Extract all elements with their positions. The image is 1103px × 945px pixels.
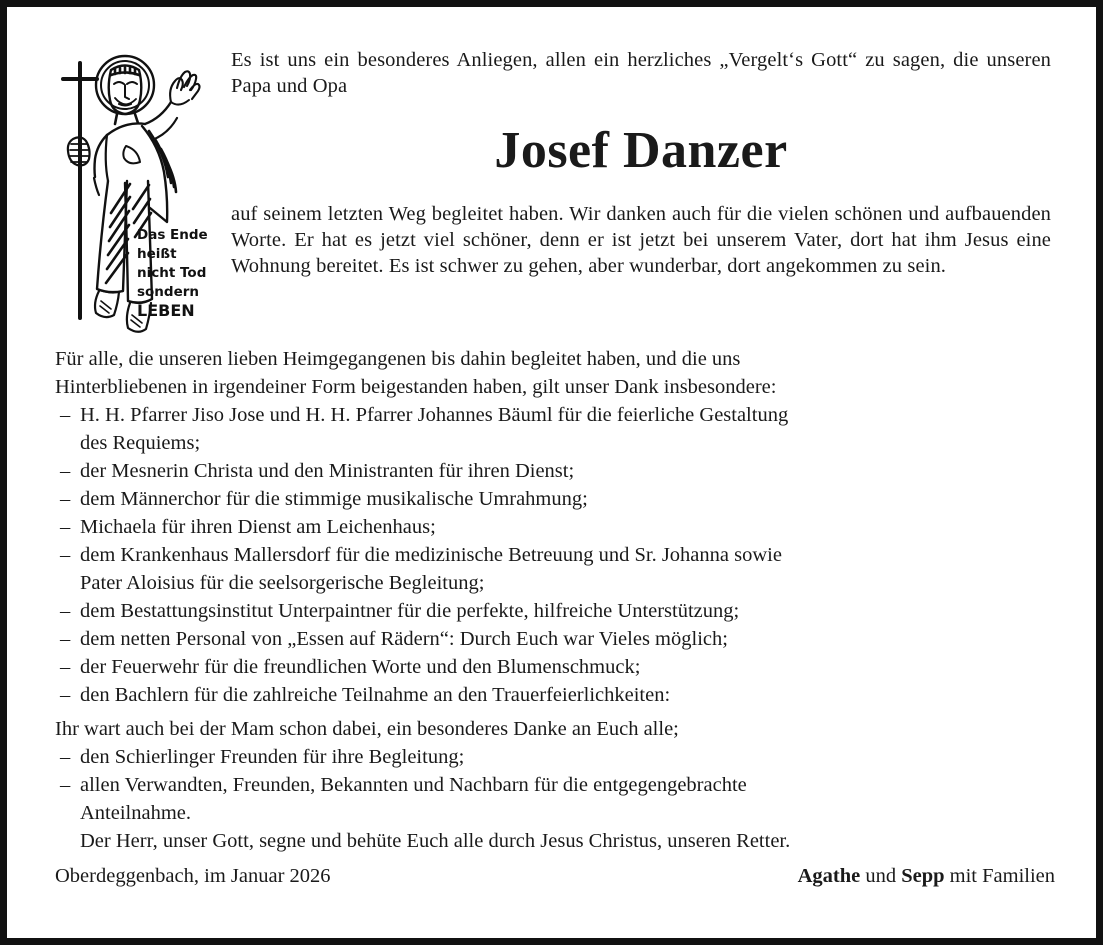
list-item <box>55 541 1055 597</box>
list-dash-icon: – <box>60 774 71 796</box>
list-dash-icon: – <box>60 656 71 678</box>
thanks-intro-line-2: Hinterbliebenen in irgendeiner Form beigestanden haben, gilt unser Dank insbesondere: <box>55 376 777 398</box>
list-item <box>55 485 1055 513</box>
blessing-line: Der Herr, unser Gott, segne und behüte Euch alle durch Jesus Christus, unseren Retter. <box>80 830 791 852</box>
list-item-line-1: Michaela für ihren Dienst am Leichenhaus; <box>80 516 436 538</box>
list-item-line-1: dem netten Personal von „Essen auf Rädern“: Durch Euch war Vieles möglich; <box>80 628 728 650</box>
caption-line-1: Das Ende <box>137 227 208 243</box>
list-item <box>55 771 1055 827</box>
list-item <box>55 401 1055 457</box>
thanks-body-block <box>55 345 1055 855</box>
notice-inner <box>7 7 1096 938</box>
intro-paragraph: Es ist uns ein besonderes Anliegen, allen ein herzliches „Vergelt‘s Gott“ zu sagen, die unseren Papa und Opa <box>231 49 1051 97</box>
notice-header-block <box>7 7 1096 337</box>
list-item <box>55 513 1055 541</box>
signature <box>798 862 1055 890</box>
list-dash-icon: – <box>60 460 71 482</box>
signature-name-2: Sepp <box>901 865 945 887</box>
list-dash-icon: – <box>60 628 71 650</box>
illustration-caption <box>137 227 208 320</box>
list-dash-icon: – <box>60 488 71 510</box>
thanks-list-second <box>55 743 1055 827</box>
intro-text-column <box>231 47 1051 279</box>
risen-christ-illustration <box>49 43 209 333</box>
list-item <box>55 457 1055 485</box>
caption-line-4: sondern <box>137 284 200 300</box>
signature-name-1: Agathe <box>797 865 861 887</box>
list-item-line-1: dem Bestattungsinstitut Unterpaintner für die perfekte, hilfreiche Unterstützung; <box>80 600 740 622</box>
list-item-line-1: den Schierlinger Freunden für ihre Begleitung; <box>80 746 465 768</box>
signature-suffix: mit Familien <box>944 865 1055 887</box>
list-dash-icon: – <box>60 600 71 622</box>
caption-line-5: LEBEN <box>137 301 195 320</box>
risen-christ-icon <box>49 43 209 333</box>
list-item <box>55 743 1055 771</box>
thanks-list <box>55 401 1055 709</box>
list-item <box>55 681 1055 709</box>
list-item-line-2: Anteilnahme. <box>80 802 192 824</box>
list-item <box>55 653 1055 681</box>
list-item-line-1: H. H. Pfarrer Jiso Jose und H. H. Pfarrer Johannes Bäuml für die feierliche Gestaltung <box>80 404 789 426</box>
list-dash-icon: – <box>60 544 71 566</box>
list-item-line-1: allen Verwandten, Freunden, Bekannten und Nachbarn für die entgegengebrachte <box>80 774 747 796</box>
list-dash-icon: – <box>60 404 71 426</box>
list-item-line-1: der Feuerwehr für die freundlichen Worte und den Blumenschmuck; <box>80 656 641 678</box>
second-group-intro: Ihr wart auch bei der Mam schon dabei, ein besonderes Danke an Euch alle; <box>55 718 679 740</box>
notice-footer <box>55 862 1055 890</box>
list-item-line-1: dem Männerchor für die stimmige musikalische Umrahmung; <box>80 488 588 510</box>
after-name-paragraph: auf seinem letzten Weg begleitet haben. Wir danken auch für die vielen schönen und aufbauenden Worte. Er hat es jetzt viel schöner, denn er ist jetzt bei unserem Vater, dort hat ihm Jesus eine Wohnung bereitet. Es ist schwer zu gehen, aber wunderbar, dort angekommen zu sein. <box>231 203 1051 277</box>
caption-line-2: heißt <box>137 246 177 262</box>
list-dash-icon: – <box>60 516 71 538</box>
place-and-date: Oberdeggenbach, im Januar 2026 <box>55 865 331 887</box>
list-item <box>55 597 1055 625</box>
signature-conjunction: und <box>860 865 902 887</box>
list-item <box>55 625 1055 653</box>
caption-line-3: nicht Tod <box>137 265 207 281</box>
list-item-line-1: der Mesnerin Christa und den Ministranten für ihren Dienst; <box>80 460 575 482</box>
deceased-name: Josef Danzer <box>494 122 788 179</box>
list-item-line-2: Pater Aloisius für die seelsorgerische Begleitung; <box>80 572 485 594</box>
list-item-line-1: dem Krankenhaus Mallersdorf für die medizinische Betreuung und Sr. Johanna sowie <box>80 544 782 566</box>
list-dash-icon: – <box>60 684 71 706</box>
thanks-intro-line-1: Für alle, die unseren lieben Heimgegangenen bis dahin begleitet haben, und die uns <box>55 348 741 370</box>
list-dash-icon: – <box>60 746 71 768</box>
list-item-line-2: des Requiems; <box>80 432 201 454</box>
list-item-line-1: den Bachlern für die zahlreiche Teilnahme an den Trauerfeierlichkeiten: <box>80 684 671 706</box>
